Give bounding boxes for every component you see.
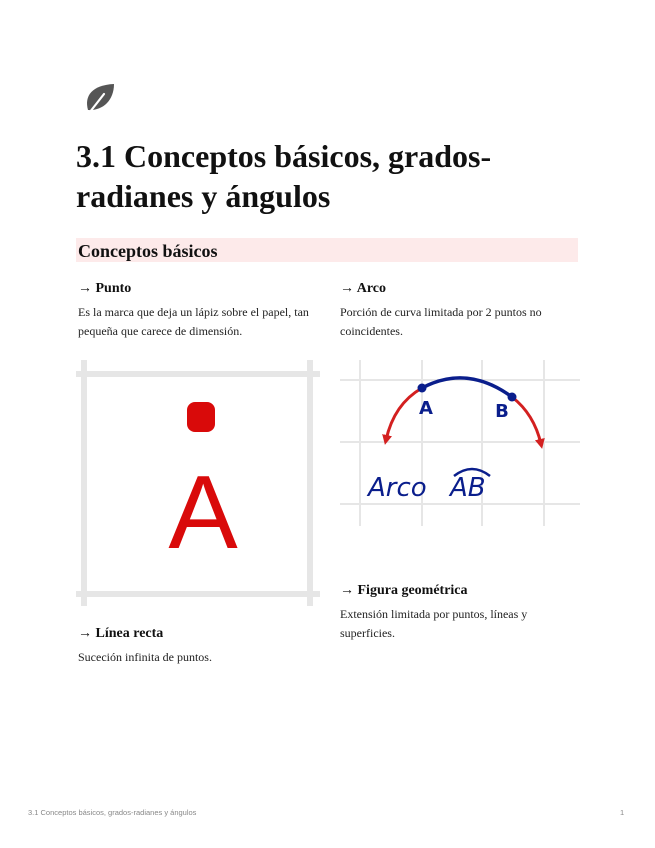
footer-running-title: 3.1 Conceptos básicos, grados-radianes y ángulos xyxy=(28,808,197,817)
arco-figure xyxy=(340,360,580,528)
page-title: 3.1 Conceptos básicos, grados-radianes y ángulos xyxy=(76,138,492,214)
arc-caption-notation: AB xyxy=(450,473,486,503)
arc-right-arrow xyxy=(512,397,541,444)
punto-text: Es la marca que deja un lápiz sobre el papel, tan pequeña que carece de dimensión. xyxy=(78,305,309,338)
point-b-label: B xyxy=(495,401,509,422)
arc-caption-word: Arco xyxy=(368,473,427,503)
footer-page-number: 1 xyxy=(620,808,625,817)
leaf-icon xyxy=(80,80,120,120)
arco-heading: → Arco xyxy=(340,281,387,296)
point-mark xyxy=(187,402,215,432)
arc-left-arrow xyxy=(386,388,422,440)
point-label: A xyxy=(168,455,238,571)
section-title: Conceptos básicos xyxy=(78,241,218,261)
figura-geometrica-heading: → Figura geométrica xyxy=(340,583,468,598)
linea-recta-text: Suceción infinita de puntos. xyxy=(78,650,212,664)
linea-recta-heading: → Línea recta xyxy=(78,626,164,641)
point-a-dot xyxy=(418,384,427,393)
point-a-label: A xyxy=(419,398,433,419)
section-header xyxy=(76,238,578,262)
punto-figure xyxy=(76,360,320,606)
punto-heading: → Punto xyxy=(78,281,132,296)
arco-text: Porción de curva limitada por 2 puntos no coincidentes. xyxy=(340,305,542,338)
figura-geometrica-text: Extensión limitada por puntos, líneas y superficies. xyxy=(340,607,528,640)
